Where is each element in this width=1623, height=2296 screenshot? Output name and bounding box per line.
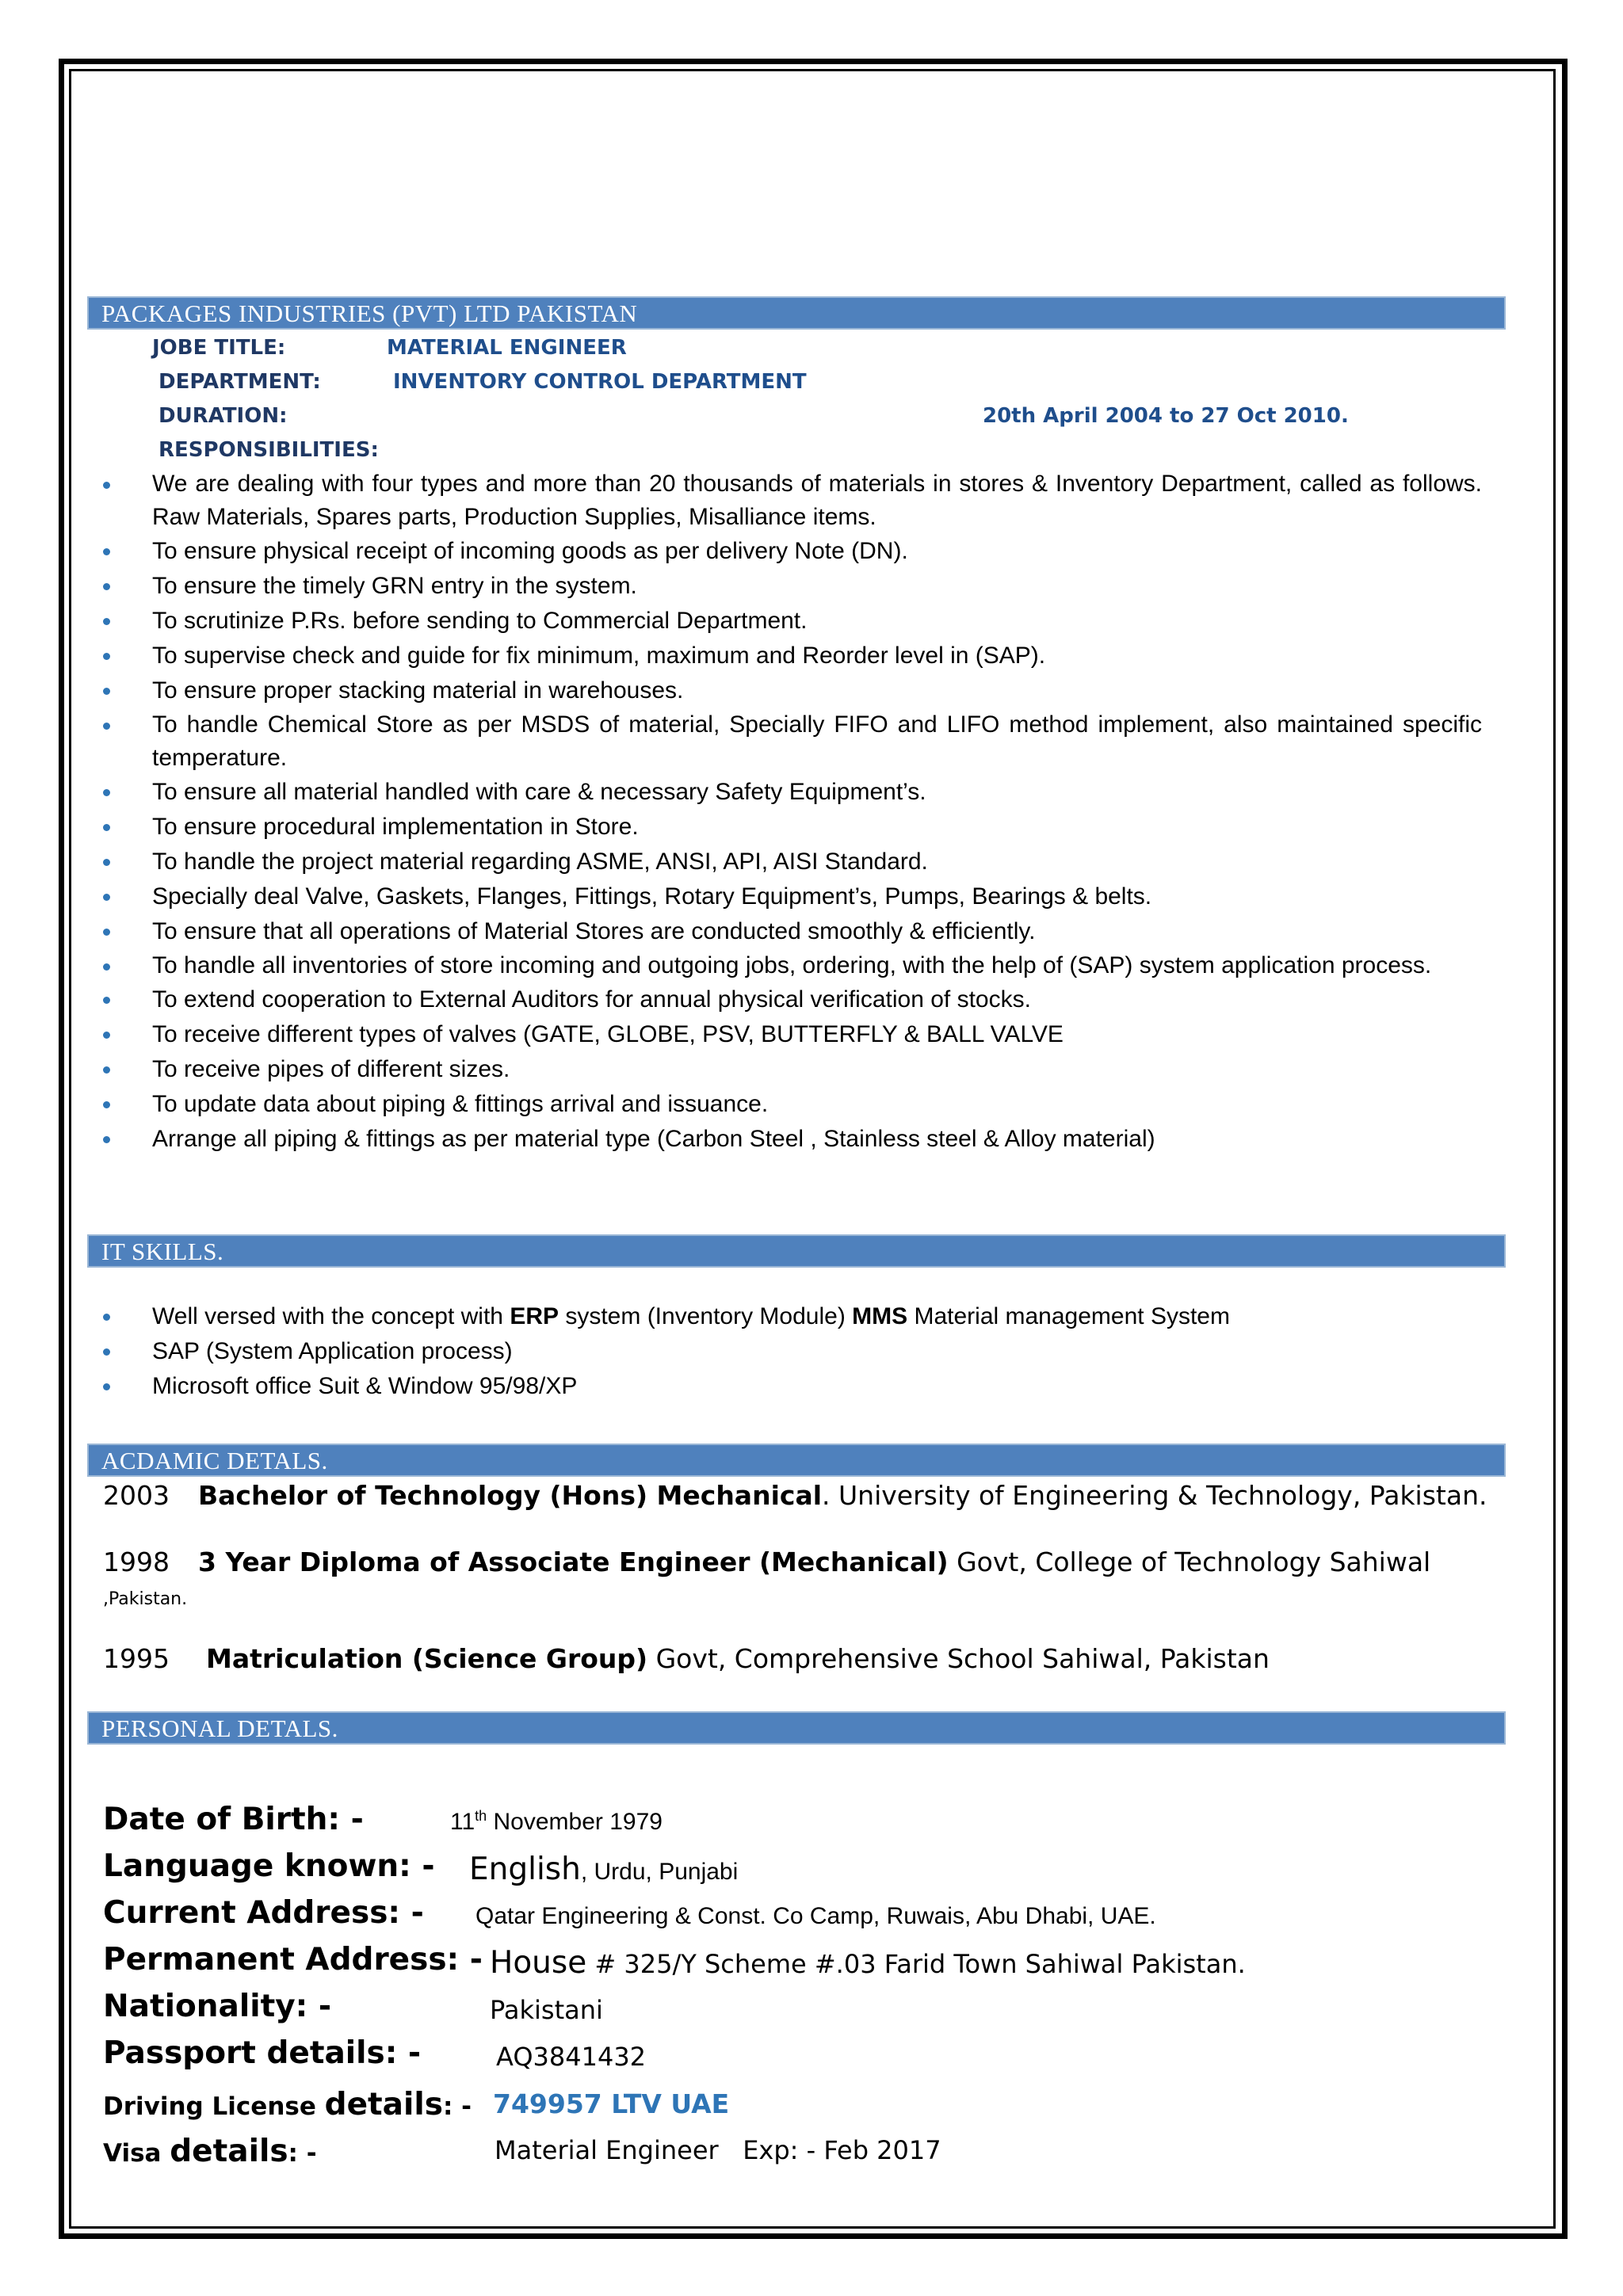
list-item: To supervise check and guide for fix minimum, maximum and Reorder level in (SAP).: [87, 639, 1482, 673]
skill-erp: ERP: [510, 1303, 559, 1329]
academic-degree: Bachelor of Technology (Hons) Mechanical: [198, 1480, 823, 1511]
list-item: Microsoft office Suit & Window 95/98/XP: [87, 1369, 1482, 1404]
passport-value: AQ3841432: [496, 2042, 647, 2072]
skill-text: system (Inventory Module): [559, 1303, 853, 1329]
language-label: Language known: -: [103, 1848, 435, 1884]
academic-year: 1998: [103, 1547, 170, 1577]
list-item: To handle Chemical Store as per MSDS of material, Specially FIFO and LIFO method implement, also maintained specific temperature.: [87, 708, 1482, 775]
language-rest: , Urdu, Punjabi: [580, 1859, 739, 1885]
duration-label: DURATION:: [158, 404, 288, 428]
job-title-value: MATERIAL ENGINEER: [387, 336, 627, 360]
list-item: To handle all inventories of store incoming and outgoing jobs, ordering, with the help of (SAP) system application process.: [87, 949, 1482, 982]
language-value: [469, 1852, 738, 1887]
visa-value: Material Engineer Exp: - Feb 2017: [495, 2135, 941, 2165]
responsibilities-list: [87, 467, 1482, 1157]
list-item: Specially deal Valve, Gaskets, Flanges, Fittings, Rotary Equipment’s, Pumps, Bearings & belts.: [87, 879, 1482, 914]
academic-continuation: ,Pakistan.: [103, 1589, 188, 1609]
skill-mms: MMS: [852, 1303, 908, 1329]
dob-value: [450, 1808, 663, 1836]
list-item: To ensure procedural implementation in Store.: [87, 810, 1482, 845]
list-item: To update data about piping & fittings arrival and issuance.: [87, 1087, 1482, 1122]
it-skills-list: [87, 1299, 1482, 1404]
current-address-label: Current Address: -: [103, 1895, 424, 1931]
academic-institute: Govt, College of Technology Sahiwal: [948, 1547, 1431, 1577]
department-value: INVENTORY CONTROL DEPARTMENT: [393, 370, 807, 394]
list-item: To receive different types of valves (GATE, GLOBE, PSV, BUTTERFLY & BALL VALVE: [87, 1017, 1482, 1052]
academic-row-2003: [103, 1480, 1487, 1511]
permanent-address-first: House: [490, 1945, 587, 1981]
passport-label: Passport details: -: [103, 2035, 422, 2071]
permanent-address-rest: # 325/Y Scheme #.03 Farid Town Sahiwal Pakistan.: [586, 1949, 1246, 1979]
academic-row-1998: [103, 1547, 1430, 1577]
academic-row-1995: [103, 1643, 1270, 1674]
permanent-address-value: [490, 1945, 1246, 1981]
list-item: To scrutinize P.Rs. before sending to Commercial Department.: [87, 604, 1482, 639]
list-item: To ensure proper stacking material in warehouses.: [87, 673, 1482, 708]
list-item: Arrange all piping & fittings as per material type (Carbon Steel , Stainless steel & Alloy material): [87, 1122, 1482, 1157]
license-label-b: details: [324, 2087, 443, 2122]
dob-label: Date of Birth: -: [103, 1802, 364, 1837]
list-item: To ensure that all operations of Material Stores are conducted smoothly & efficiently.: [87, 914, 1482, 949]
visa-label-b: details: [170, 2134, 288, 2169]
list-item: To ensure physical receipt of incoming goods as per delivery Note (DN).: [87, 534, 1482, 569]
responsibilities-label: RESPONSIBILITIES:: [158, 438, 379, 462]
academic-year: 2003: [103, 1480, 170, 1511]
nationality-value: Pakistani: [490, 1995, 603, 2025]
duration-value: 20th April 2004 to 27 Oct 2010.: [983, 404, 1349, 428]
dob-month-year: November 1979: [487, 1809, 663, 1835]
license-label-c: : -: [442, 2092, 472, 2121]
academic-degree: 3 Year Diploma of Associate Engineer (Mechanical): [198, 1547, 949, 1577]
academic-institute: . University of Engineering & Technology, Pakistan.: [822, 1480, 1487, 1511]
language-first: English: [469, 1852, 581, 1887]
license-label-a: Driving License: [103, 2092, 325, 2121]
list-item: To extend cooperation to External Auditors for annual physical verification of stocks.: [87, 982, 1482, 1017]
list-item: To ensure all material handled with care & necessary Safety Equipment’s.: [87, 775, 1482, 810]
visa-label-a: Visa: [103, 2139, 170, 2168]
list-item: SAP (System Application process): [87, 1334, 1482, 1369]
current-address-value: Qatar Engineering & Const. Co Camp, Ruwais, Abu Dhabi, UAE.: [475, 1903, 1156, 1929]
job-title-label: JOBE TITLE:: [152, 336, 286, 360]
list-item: We are dealing with four types and more than 20 thousands of materials in stores & Inventory Department, called as follows. Raw Materials, Spares parts, Production Supplies, Misalliance items.: [87, 467, 1482, 534]
skill-text: Well versed with the concept with: [152, 1303, 510, 1329]
visa-label: [103, 2134, 317, 2169]
academic-degree: Matriculation (Science Group): [206, 1643, 648, 1674]
license-value: 749957 LTV UAE: [493, 2088, 730, 2119]
section-header-experience: PACKAGES INDUSTRIES (PVT) LTD PAKISTAN: [87, 296, 1506, 330]
section-header-personal: PERSONAL DETALS.: [87, 1711, 1506, 1745]
permanent-address-label: Permanent Address: -: [103, 1942, 483, 1978]
license-label: [103, 2087, 472, 2122]
skill-text: Material management System: [907, 1303, 1230, 1329]
list-item: To handle the project material regarding ASME, ANSI, API, AISI Standard.: [87, 845, 1482, 879]
nationality-label: Nationality: -: [103, 1989, 332, 2024]
section-header-academic: ACDAMIC DETALS.: [87, 1444, 1506, 1477]
list-item: To receive pipes of different sizes.: [87, 1052, 1482, 1087]
academic-institute: Govt, Comprehensive School Sahiwal, Pakistan: [647, 1643, 1270, 1674]
academic-year: 1995: [103, 1643, 170, 1674]
dob-suffix: th: [475, 1808, 487, 1824]
list-item: To ensure the timely GRN entry in the system.: [87, 569, 1482, 604]
dob-day: 11: [450, 1809, 475, 1835]
department-label: DEPARTMENT:: [158, 370, 321, 394]
list-item: [87, 1299, 1482, 1334]
visa-label-c: : -: [288, 2139, 317, 2168]
section-header-it-skills: IT SKILLS.: [87, 1234, 1506, 1268]
